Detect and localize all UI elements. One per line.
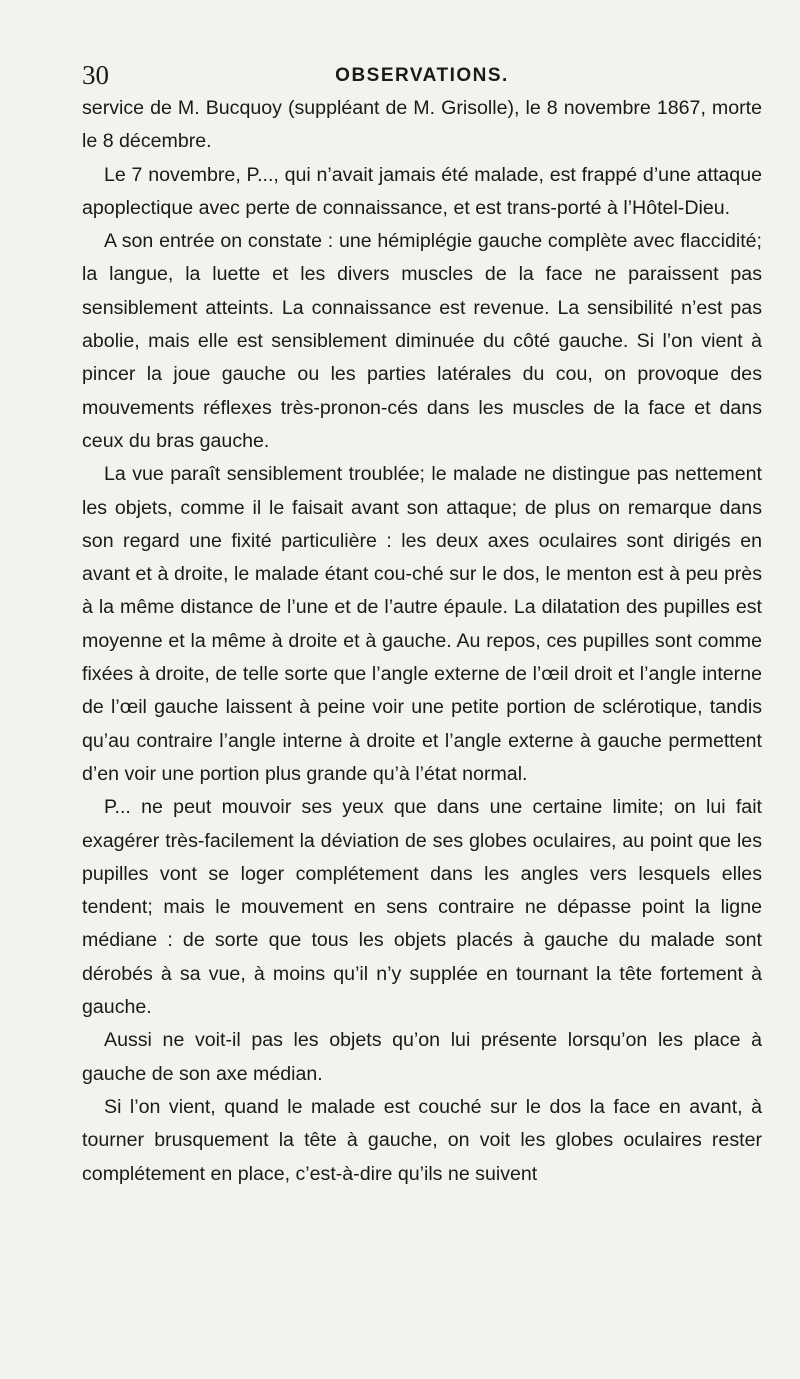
paragraph: service de M. Bucquoy (suppléant de M. Grisolle), le 8 novembre 1867, morte le 8 décembre.	[82, 97, 762, 153]
paragraph: P... ne peut mouvoir ses yeux que dans une certaine limite; on lui fait exagérer très-facilement la déviation de ses globes oculaires, au point que les pupilles vont se loger complétement dans les angles vers lesquels elles tendent; mais le mouvement en sens contraire ne dépasse point la ligne médiane : de sorte que tous les objets placés à gauche du malade sont dérobés à sa vue, à moins qu’il n’y supplée en tournant la tête fortement à gauche.	[82, 796, 762, 1019]
paragraph: Si l’on vient, quand le malade est couché sur le dos la face en avant, à tourner brusquement la tête à gauche, on voit les globes oculaires rester complétement en place, c’est-à-dire qu’ils ne suivent	[82, 1095, 762, 1185]
paragraph: La vue paraît sensiblement troublée; le malade ne distingue pas nettement les objets, comme il le faisait avant son attaque; de plus on remarque dans son regard une fixité particulière : les deux axes oculaires sont dirigés en avant et à droite, le malade étant cou-ché sur le dos, le menton est à peu près à la même distance de l’une et de l’autre épaule. La dilatation des pupilles est moyenne et la même à droite et à gauche. Au repos, ces pupilles sont comme fixées à droite, de telle sorte que l’angle externe de l’œil droit et l’angle interne de l’œil gauche laissent à peine voir une petite portion de sclérotique, tandis qu’au contraire l’angle interne à droite et l’angle externe à gauche permettent d’en voir une portion plus grande qu’à l’état normal.	[82, 463, 762, 785]
page-number: 30	[82, 60, 109, 90]
body-text	[82, 92, 762, 1191]
paragraph: A son entrée on constate : une hémiplégie gauche complète avec flaccidité; la langue, la luette et les divers muscles de la face ne paraissent pas sensiblement atteints. La connaissance est revenue. La sensibilité n’est pas abolie, mais elle est sensiblement diminuée du côté gauche. Si l’on vient à pincer la joue gauche ou les parties latérales du cou, on provoque des mouvements réflexes très-pronon-cés dans les muscles de la face et dans ceux du bras gauche.	[82, 230, 762, 452]
page-header	[82, 58, 762, 92]
paragraph: Aussi ne voit-il pas les objets qu’on lui présente lorsqu’on les place à gauche de son axe médian.	[82, 1029, 762, 1085]
paragraph: Le 7 novembre, P..., qui n’avait jamais été malade, est frappé d’une attaque apoplectique avec perte de connaissance, et est trans-porté à l’Hôtel-Dieu.	[82, 163, 762, 219]
running-head: OBSERVATIONS.	[335, 65, 509, 86]
